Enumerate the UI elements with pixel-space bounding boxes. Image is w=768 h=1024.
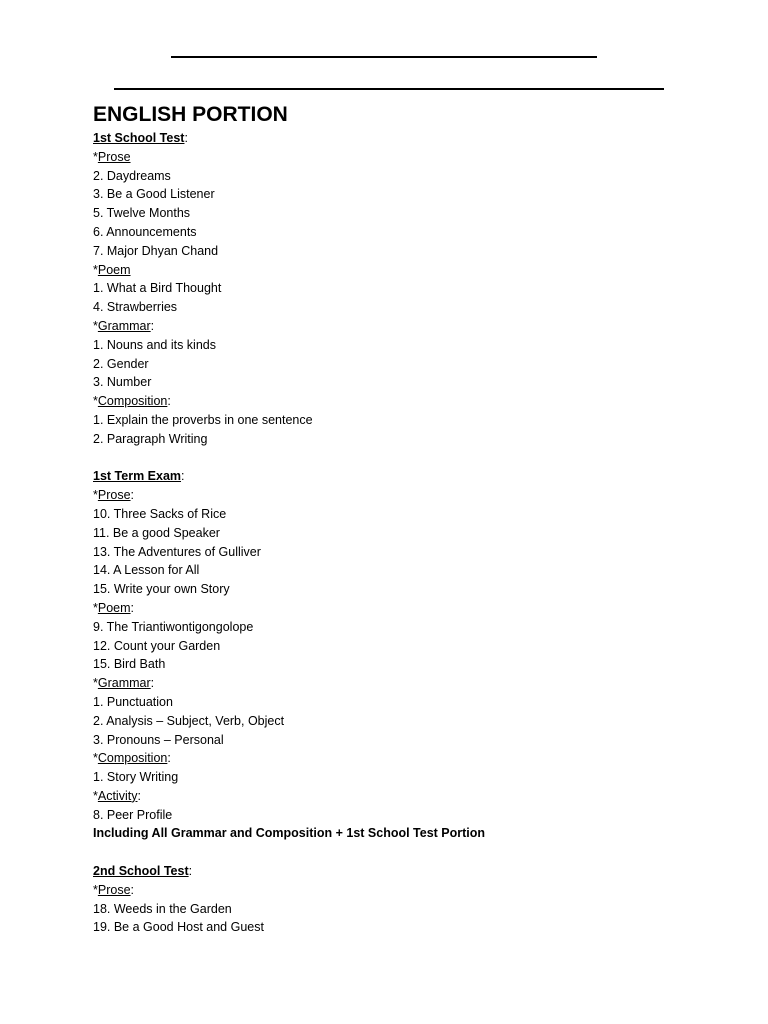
section-heading-label: 2nd School Test — [93, 864, 189, 879]
category-label — [93, 749, 733, 768]
list-item: 2. Analysis – Subject, Verb, Object — [93, 713, 285, 728]
section-heading-label: 1st School Test — [93, 131, 185, 145]
category-colon: : — [167, 394, 171, 409]
sections-container — [93, 129, 733, 937]
category-name: Prose — [97, 149, 131, 164]
section-spacer — [93, 843, 733, 862]
list-item: 3. Be a Good Listener — [93, 187, 215, 202]
category-colon: : — [130, 600, 135, 615]
section-heading-colon: : — [188, 864, 193, 879]
list-item: 3. Number — [93, 375, 152, 390]
category-label — [93, 486, 733, 505]
category-name: Poem — [97, 600, 131, 615]
category-name: Activity — [97, 788, 138, 803]
document-body — [93, 101, 733, 937]
section-heading-colon: : — [181, 469, 185, 484]
category-name: Prose — [97, 882, 131, 897]
category-asterisk: * — [93, 318, 98, 333]
category-colon: : — [150, 318, 155, 333]
category-colon: : — [150, 676, 155, 691]
section-spacer — [93, 449, 733, 468]
section-heading — [93, 467, 733, 486]
category-label — [93, 599, 733, 618]
list-item: 8. Peer Profile — [93, 807, 173, 822]
category-label — [93, 674, 733, 693]
top-rule — [171, 56, 597, 58]
category-asterisk: * — [93, 394, 98, 409]
list-item: 7. Major Dhyan Chand — [93, 243, 219, 258]
page-title: ENGLISH PORTION — [93, 103, 288, 126]
list-item: 2. Daydreams — [93, 168, 171, 183]
category-label — [93, 317, 733, 336]
category-label — [93, 392, 733, 411]
list-item: 19. Be a Good Host and Guest — [93, 920, 264, 935]
category-label — [93, 787, 733, 806]
category-name: Grammar — [97, 318, 151, 333]
category-asterisk: * — [93, 751, 98, 766]
list-item: 1. Explain the proverbs in one sentence — [93, 412, 313, 427]
category-colon: : — [130, 882, 135, 897]
list-item: 4. Strawberries — [93, 300, 178, 315]
list-item: 1. What a Bird Thought — [93, 281, 222, 296]
list-item: 15. Bird Bath — [93, 657, 166, 672]
list-item: 5. Twelve Months — [93, 206, 191, 221]
category-asterisk: * — [93, 676, 98, 691]
category-label — [93, 148, 733, 167]
list-item: 1. Punctuation — [93, 694, 173, 709]
section-heading — [93, 862, 733, 881]
list-item: 15. Write your own Story — [93, 582, 230, 597]
category-label — [93, 881, 733, 900]
category-asterisk: * — [93, 149, 98, 164]
category-asterisk: * — [93, 488, 98, 503]
category-asterisk: * — [93, 882, 98, 897]
list-item: 3. Pronouns – Personal — [93, 732, 224, 747]
second-rule — [114, 88, 664, 90]
list-item: 6. Announcements — [93, 224, 197, 239]
list-item: 18. Weeds in the Garden — [93, 901, 232, 916]
list-item: 2. Paragraph Writing — [93, 431, 208, 446]
list-item: 11. Be a good Speaker — [93, 525, 220, 540]
list-item: 2. Gender — [93, 356, 149, 371]
category-name: Poem — [97, 262, 131, 277]
category-colon: : — [137, 788, 141, 803]
category-asterisk: * — [93, 600, 98, 615]
category-colon: : — [167, 751, 171, 766]
list-item: 14. A Lesson for All — [93, 563, 200, 578]
section-heading-colon: : — [184, 131, 188, 145]
category-label — [93, 261, 733, 280]
category-name: Prose — [97, 488, 131, 503]
category-asterisk: * — [93, 788, 98, 803]
list-item: 13. The Adventures of Gulliver — [93, 544, 261, 559]
category-name: Composition — [97, 394, 168, 409]
list-item: 12. Count your Garden — [93, 638, 221, 653]
category-name: Composition — [97, 751, 168, 766]
list-item: 1. Story Writing — [93, 770, 179, 785]
category-name: Grammar — [97, 676, 151, 691]
list-item: 10. Three Sacks of Rice — [93, 506, 227, 521]
list-item: 1. Nouns and its kinds — [93, 337, 216, 352]
section-note: Including All Grammar and Composition + 1st School Test Portion — [93, 826, 486, 841]
category-colon: : — [130, 488, 135, 503]
category-asterisk: * — [93, 262, 98, 277]
section-heading — [93, 129, 733, 148]
section-heading-label: 1st Term Exam — [93, 469, 182, 484]
list-item: 9. The Triantiwontigongolope — [93, 619, 254, 634]
